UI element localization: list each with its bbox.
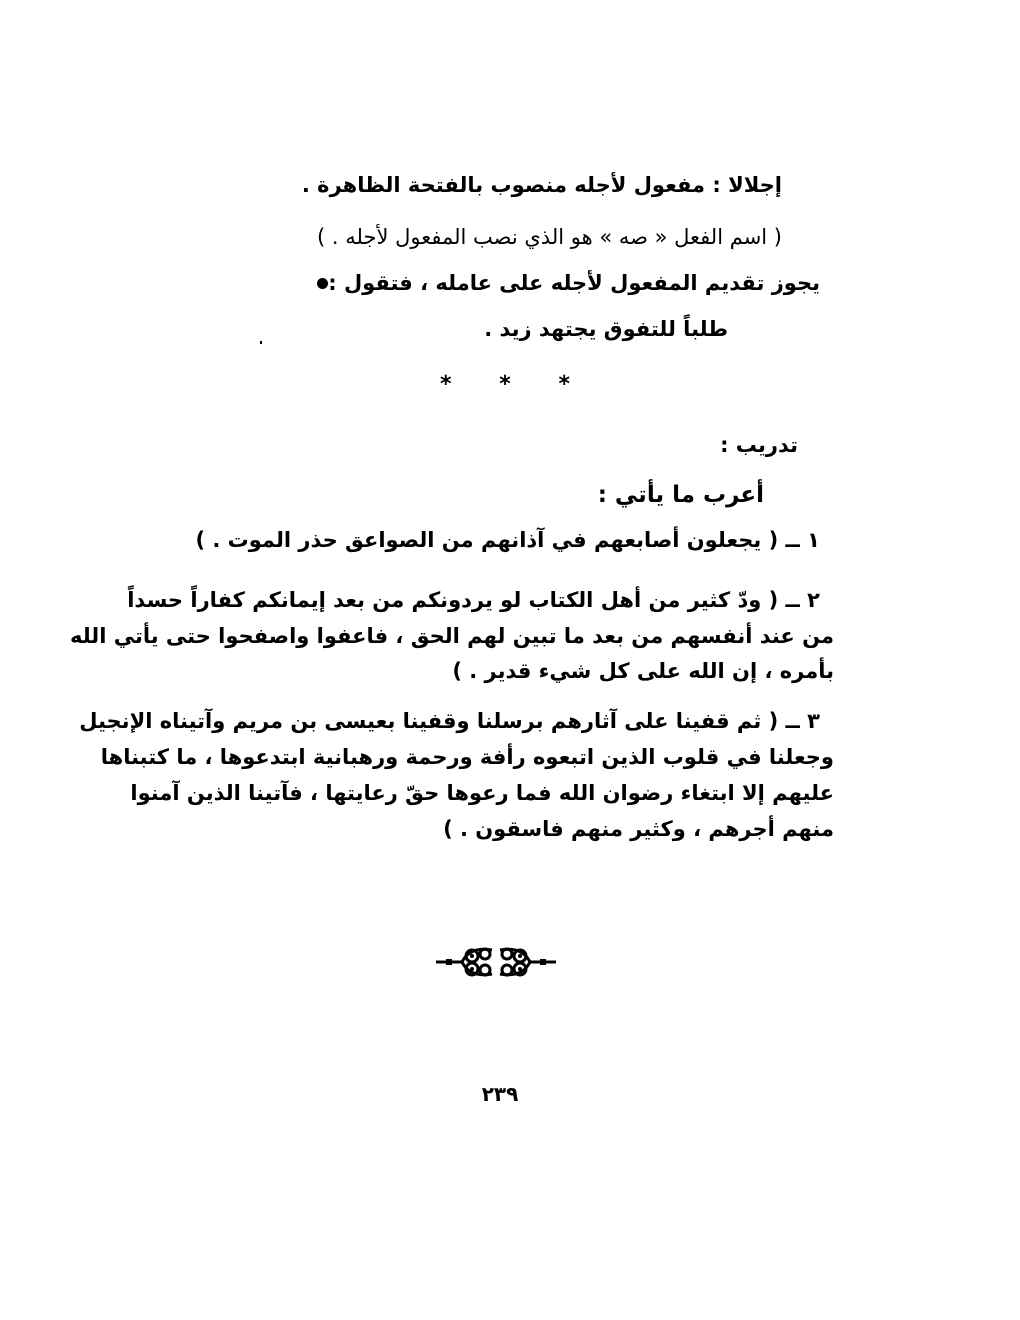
text-line-parsing: إجلالا : مفعول لأجله منصوب بالفتحة الظاهرة .: [301, 173, 782, 197]
exercise-item-3-line-1: ٣ ــ ( ثم قفينا على آثارهم برسلنا وقفينا بعيسى بن مريم وآتيناه الإنجيل: [79, 709, 820, 733]
section-separator: [440, 372, 570, 397]
star-icon: *: [558, 372, 570, 397]
rule-text: يجوز تقديم المفعول لأجله على عامله ، فتقول :: [328, 271, 820, 295]
exercise-item-3-line-2: وجعلنا في قلوب الذين اتبعوه رأفة ورحمة ورهبانية ابتدعوها ، ما كتبناها: [100, 745, 834, 769]
star-icon: *: [440, 372, 452, 397]
bullet-icon: [317, 278, 328, 289]
exercise-item-2-line-1: ٢ ــ ( ودّ كثير من أهل الكتاب لو يردونكم من بعد إيمانكم كفاراً حسداً: [127, 588, 820, 612]
exercise-item-2-line-3: بأمره ، إن الله على كل شيء قدير . ): [452, 659, 834, 683]
exercise-item-3-line-4: منهم أجرهم ، وكثير منهم فاسقون . ): [443, 817, 834, 841]
text-line-rule: [309, 268, 820, 298]
star-icon: *: [499, 372, 511, 397]
text-line-note: ( اسم الفعل « صه » هو الذي نصب المفعول لأجله . ): [317, 225, 782, 249]
exercise-item-2-line-2: من عند أنفسهم من بعد ما تبين لهم الحق ، فاعفوا واصفحوا حتى يأتي الله: [70, 624, 834, 648]
exercise-item-3-line-3: عليهم إلا ابتغاء رضوان الله فما رعوها حقّ رعايتها ، فآتينا الذين آمنوا: [130, 781, 834, 805]
floral-ornament-icon: [432, 942, 560, 982]
exercise-heading: تدريب :: [720, 433, 798, 457]
exercise-item-1: ١ ــ ( يجعلون أصابعهم في آذانهم من الصواعق حذر الموت . ): [195, 528, 820, 552]
page-number: ٢٣٩: [481, 1082, 519, 1106]
exercise-instruction: أعرب ما يأتي :: [597, 482, 764, 508]
text-line-example: طلباً للتفوق يجتهد زيد .: [484, 317, 728, 341]
scan-speck: [260, 341, 262, 344]
